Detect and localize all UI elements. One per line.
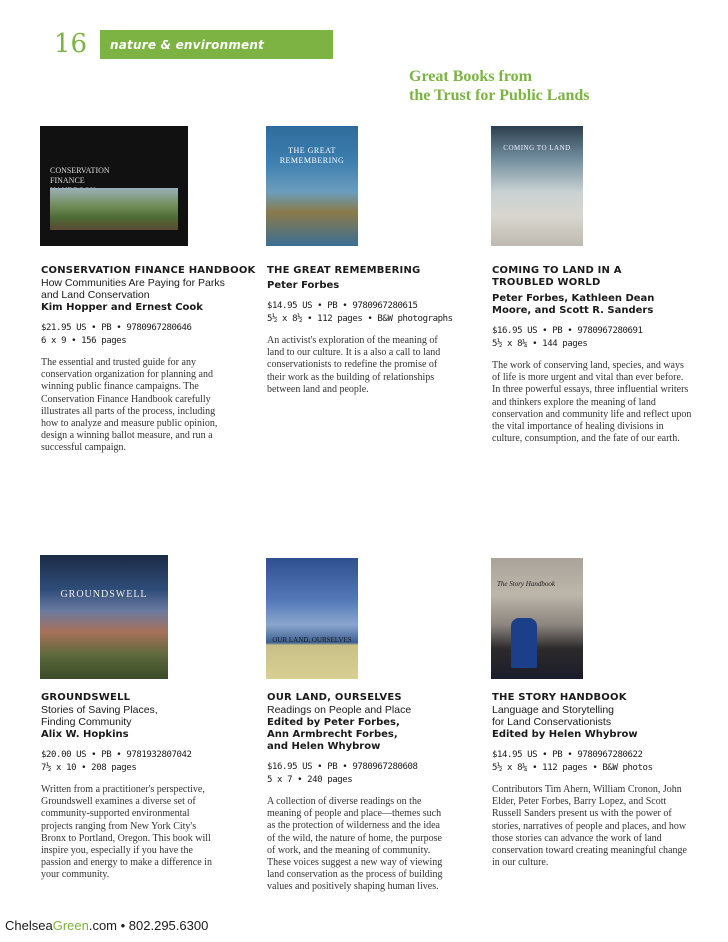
promo-line-1: Great Books from — [409, 68, 532, 85]
cover-title: CONSERVATION FINANCE — [50, 166, 110, 185]
book-price: $21.95 US • PB • 9780967280646 — [41, 323, 192, 333]
book-title: COMING TO LAND IN A TROUBLED WORLD — [492, 265, 622, 288]
book-entry-coming-to-land — [492, 265, 707, 445]
book-format: 6 x 9 • 156 pages — [41, 336, 127, 346]
book-description: The work of conserving land, species, and ways of life is more urgent and vital than ever before. In three powerful essays, three influential writers and thinkers explore the meaning of land conservation and community life and reflect upon the vital importance of healing divisions in culture, consumption, and the fate of our earth. — [492, 360, 692, 445]
book-subtitle: How Communities Are Paying for Parks and Land Conservation — [41, 277, 225, 301]
book-specs — [492, 325, 707, 351]
book-specs — [41, 322, 256, 348]
cover-title: OUR LAND, OURSELVES — [272, 636, 352, 644]
book-description: Contributors Tim Ahern, William Cronon, John Elder, Peter Forbes, Barry Lopez, and Scott Russell Sanders present us with the power of stories, narratives of people and places, and how those stories can advance the work of land conservation toward creating meaningful change in our culture. — [492, 784, 687, 869]
book-authors: Peter Forbes — [267, 280, 340, 291]
book-cover-groundswell[interactable] — [40, 555, 168, 679]
book-format: 7½ x 10 • 208 pages — [41, 763, 137, 773]
book-price: $14.95 US • PB • 9780967280622 — [492, 750, 643, 760]
footer-brand-a: Chelsea — [5, 918, 53, 933]
book-specs — [267, 300, 482, 326]
cover-figure — [511, 618, 537, 668]
book-specs — [267, 761, 482, 787]
section-title: nature & environment — [110, 38, 265, 52]
promo-heading — [409, 67, 669, 105]
book-price: $16.95 US • PB • 9780967280608 — [267, 762, 418, 772]
book-format: 5½ x 8¼ • 112 pages • B&W photos — [492, 763, 653, 773]
book-description: An activist's exploration of the meaning of land to our culture. It is a also a call to land conservationists to redefine the promise of their work as the building of relationships between land and people. — [267, 335, 441, 395]
book-cover-story-handbook[interactable] — [491, 558, 583, 679]
book-cover-conservation-finance[interactable] — [40, 126, 188, 246]
book-authors: Peter Forbes, Kathleen Dean Moore, and Scott R. Sanders — [492, 293, 655, 316]
book-cover-great-remembering[interactable] — [266, 126, 358, 246]
book-subtitle: Language and Storytelling for Land Conservationists — [492, 704, 615, 728]
book-title: THE STORY HANDBOOK — [492, 692, 627, 703]
book-description: The essential and trusted guide for any conservation organization for planning and winning public finance campaigns. The Conservation Finance Handbook carefully illustrates all parts of the process, including how to analyze and measure public opinion, design a winning ballot measure, and run a successful campaign. — [41, 357, 218, 454]
book-entry-story-handbook — [492, 692, 707, 869]
book-authors: Edited by Helen Whybrow — [492, 729, 638, 740]
book-entry-groundswell — [41, 692, 256, 882]
book-specs — [492, 749, 707, 775]
book-subtitle: Readings on People and Place — [267, 704, 412, 716]
book-entry-conservation-finance — [41, 265, 256, 455]
book-price: $20.00 US • PB • 9781932807042 — [41, 750, 192, 760]
cover-title: GROUNDSWELL — [60, 589, 148, 600]
book-description: A collection of diverse readings on the meaning of people and place—themes such as the protection of wilderness and the idea of the wild, the nature of home, the purpose of work, and the meaning of community. These voices suggest a new way of viewing land conservation as the process of building values and positively shaping human lives. — [267, 796, 443, 893]
book-subtitle: Stories of Saving Places, Finding Community — [41, 704, 158, 728]
book-cover-our-land-ourselves[interactable] — [266, 558, 358, 679]
book-description: Written from a practitioner's perspective, Groundswell examines a diverse set of community-supported environmental projects ranging from New York City's Bronx to Portland, Oregon. This book will inspire you, especially if you have the passion and energy to make a difference in your community. — [41, 784, 212, 881]
footer-brand-b: Green — [52, 918, 89, 933]
book-authors: Edited by Peter Forbes, Ann Armbrecht Forbes, and Helen Whybrow — [267, 717, 400, 752]
book-authors: Alix W. Hopkins — [41, 729, 129, 740]
book-cover-coming-to-land[interactable] — [491, 126, 583, 246]
footer-brand-c: .com • 802.295.6300 — [88, 918, 209, 933]
book-title: OUR LAND, OURSELVES — [267, 692, 402, 703]
book-specs — [41, 749, 256, 775]
cover-title: The Story Handbook — [497, 580, 555, 588]
cover-landscape — [50, 188, 178, 230]
book-format: 5½ x 8½ • 112 pages • B&W photographs — [267, 314, 453, 324]
book-format: 5 x 7 • 240 pages — [267, 775, 353, 785]
page-number: 16 — [54, 29, 88, 59]
book-format: 5½ x 8¼ • 144 pages — [492, 339, 588, 349]
book-entry-our-land-ourselves — [267, 692, 482, 894]
book-price: $14.95 US • PB • 9780967280615 — [267, 301, 418, 311]
book-entry-great-remembering — [267, 265, 482, 396]
book-title: CONSERVATION FINANCE HANDBOOK — [41, 265, 256, 276]
cover-title: THE GREAT REMEMBERING — [279, 146, 345, 165]
book-price: $16.95 US • PB • 9780967280691 — [492, 326, 643, 336]
book-title: GROUNDSWELL — [41, 692, 131, 703]
book-authors: Kim Hopper and Ernest Cook — [41, 302, 203, 313]
promo-line-2: the Trust for Public Lands — [409, 87, 590, 104]
cover-title: COMING TO LAND — [503, 144, 571, 152]
book-title: THE GREAT REMEMBERING — [267, 265, 421, 276]
footer-contact — [5, 918, 208, 933]
